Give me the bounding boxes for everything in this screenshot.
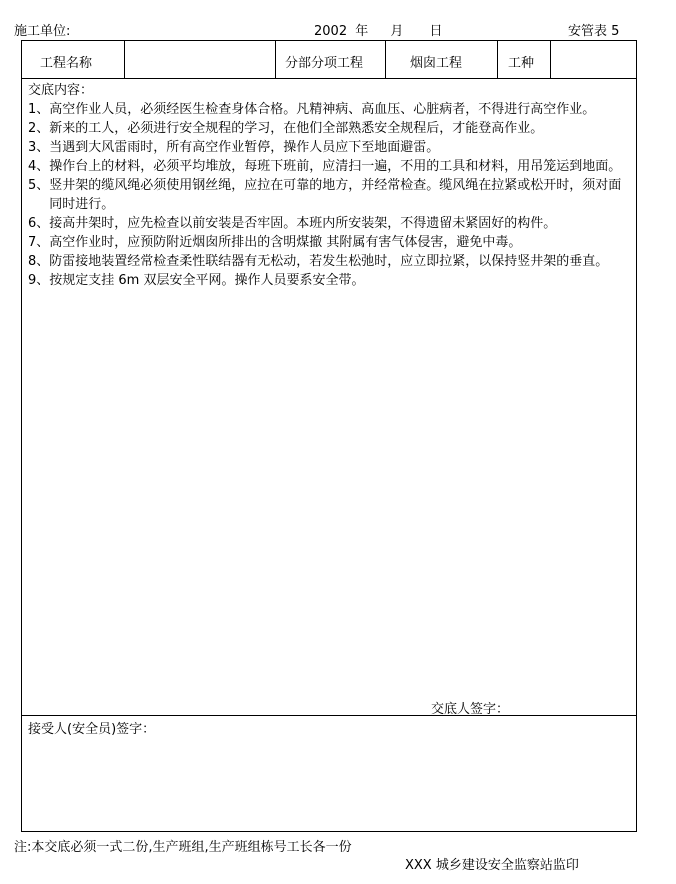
list-item: 1、 高空作业人员，必须经医生检查身体合格。凡精神病、高血压、心脏病者，不得进行高空作业。 (28, 102, 596, 117)
divider (550, 41, 551, 78)
disclosure-content (28, 81, 632, 290)
divider (275, 41, 276, 78)
divider (22, 715, 636, 716)
list-item: 9、 按规定支挂 6m 双层安全平网。操作人员要系安全带。 (28, 273, 365, 288)
sub-project-label: 分部分项工程 (285, 56, 364, 71)
list-item: 4、 操作台上的材料，必须平均堆放，每班下班前，应清扫一遍，不用的工具和材料，用吊笼运到地面。 (28, 159, 622, 174)
list-item: 3、 当遇到大风雷雨时，所有高空作业暂停，操作人员应下至地面避雷。 (28, 140, 440, 155)
date-year-suffix: 年 (355, 24, 369, 39)
trade-label: 工种 (508, 56, 535, 71)
date-year: 2002 (314, 24, 348, 39)
list-item: 2、 新来的工人，必须进行安全规程的学习，在他们全部熟悉安全规程后，才能登高作业。 (28, 121, 544, 136)
list-item: 6、 接高井架时，应先检查以前安装是否牢固。本班内所安装架，不得遗留未紧固好的构件。 (28, 216, 557, 231)
project-name-label: 工程名称 (40, 56, 93, 71)
receiver-signature-label: 接受人(安全员)签字： (28, 722, 156, 737)
footnote: 注:本交底必须一式二份,生产班组,生产班组栋号工长各一份 (14, 840, 352, 855)
divider (497, 41, 498, 78)
form-number: 安管表 5 (568, 24, 620, 39)
date-line (314, 20, 443, 39)
disclosure-form (21, 40, 637, 832)
divider (124, 41, 125, 78)
list-item: 7、 高空作业时，应预防附近烟囱所排出的含明煤撤 其附属有害气体侵害，避免中毒。 (28, 235, 522, 250)
date-month: 月 (390, 24, 404, 39)
construction-unit-label: 施工单位: (14, 24, 71, 39)
discloser-signature-label: 交底人签字： (431, 702, 510, 717)
divider (22, 78, 636, 79)
list-item: 5、 竖井架的缆风绳必须使用钢丝绳，应拉在可靠的地方，并经常检查。缆风绳在拉紧或松开时，须对面同时进行。 (28, 178, 622, 212)
content-title: 交底内容： (28, 83, 94, 98)
date-day: 日 (429, 24, 443, 39)
divider (385, 41, 386, 78)
sub-project-value: 烟囱工程 (410, 56, 463, 71)
issuing-organization: XXX 城乡建设安全监察站监印 (405, 858, 579, 873)
list-item: 8、 防雷接地装置经常检查柔性联结器有无松动，若发生松弛时，应立即拉紧，以保持竖井架的垂直。 (28, 254, 609, 269)
